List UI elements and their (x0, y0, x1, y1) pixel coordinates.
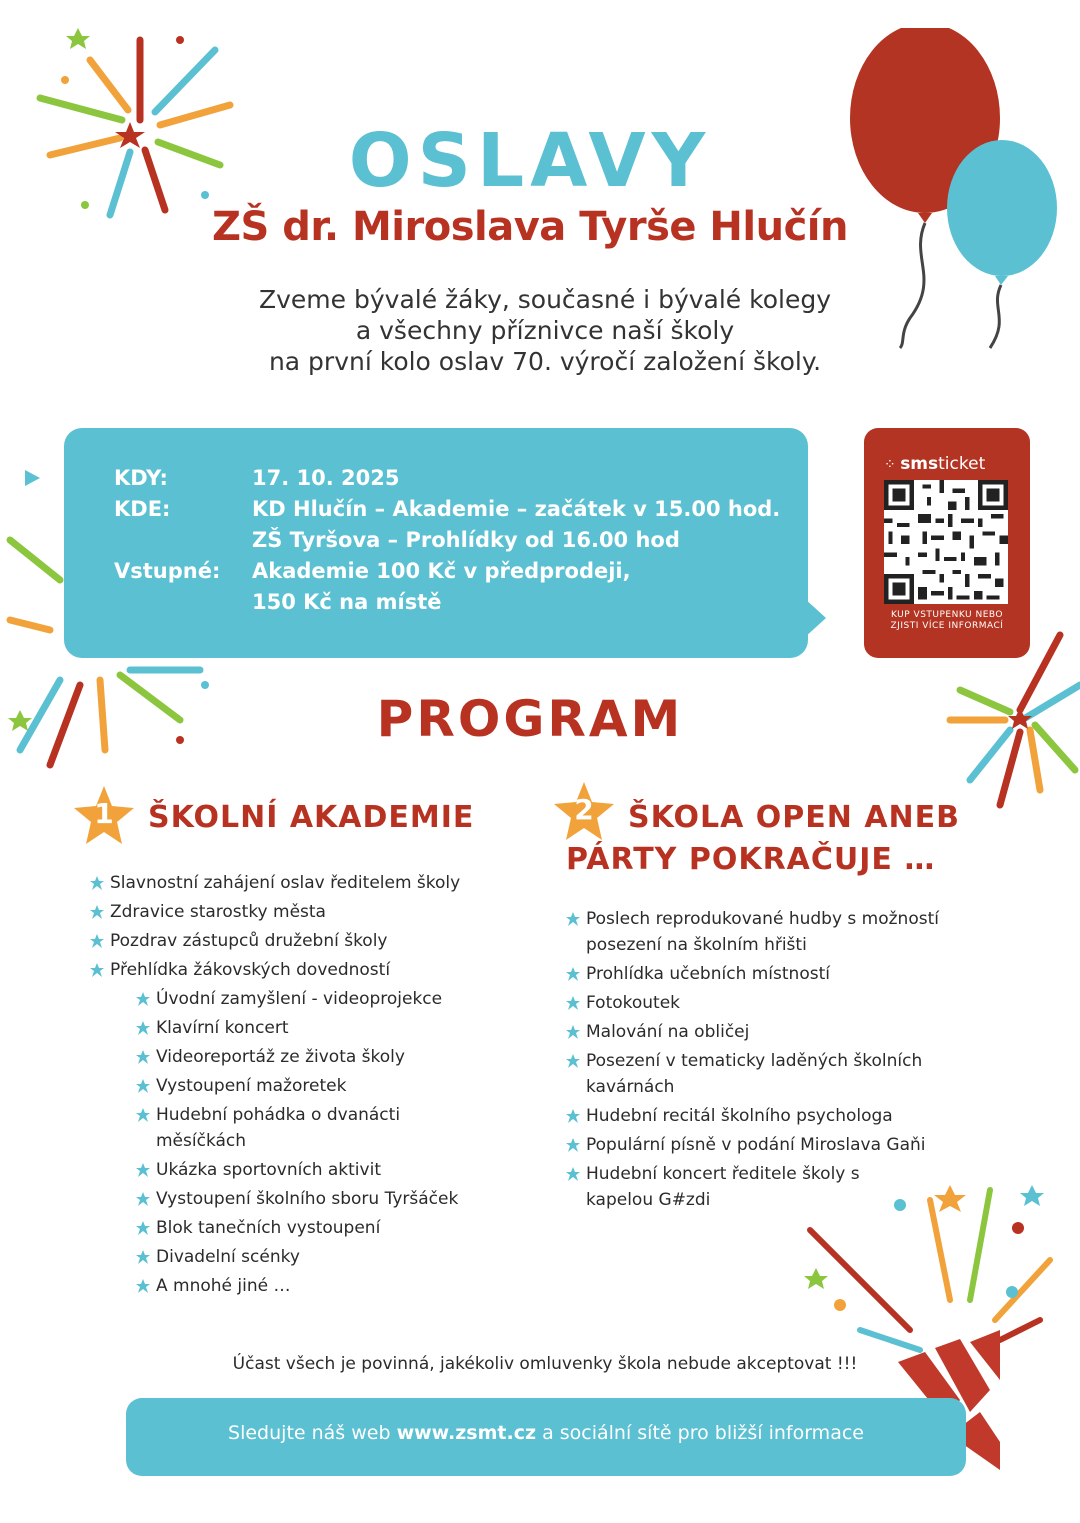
smsticket-logo: ⁘ smsticket (884, 454, 986, 474)
section-1-list (90, 870, 530, 1299)
star-bullet-icon (90, 876, 104, 890)
section-1-number: 1 (94, 797, 114, 830)
section-1-title: ŠKOLNÍ AKADEMIE (148, 800, 475, 835)
attendance-note: Účast všech je povinná, jakékoliv omluvenky škola nebude akceptovat !!! (232, 1354, 858, 1374)
star-bullet-icon (566, 1167, 580, 1181)
star-bullet-icon (136, 1050, 150, 1064)
list-subitem: Blok tanečních vystoupení (136, 1215, 530, 1241)
star-bullet-icon (90, 905, 104, 919)
list-item: Pozdrav zástupců družební školy (90, 928, 530, 954)
list-item: Posezení v tematicky laděných školních kavárnách (566, 1048, 946, 1100)
list-item: Zdravice starostky města (90, 899, 530, 925)
list-subitem: Úvodní zamyšlení - videoprojekce (136, 986, 530, 1012)
star-bullet-icon (136, 1221, 150, 1235)
footer-banner (126, 1398, 966, 1476)
list-item: Hudební recitál školního psychologa (566, 1103, 946, 1129)
star-bullet-icon (90, 934, 104, 948)
list-item: Přehlídka žákovských dovedností (90, 957, 530, 983)
list-subitem: Klavírní koncert (136, 1015, 530, 1041)
where-label: KDE: (114, 497, 171, 521)
star-bullet-icon (136, 1108, 150, 1122)
star-bullet-icon (136, 1279, 150, 1293)
star-bullet-icon (566, 1109, 580, 1123)
section-2-title-1: ŠKOLA OPEN ANEB (628, 800, 961, 835)
star-bullet-icon (566, 1138, 580, 1152)
qr-code-icon[interactable] (884, 480, 1008, 604)
star-bullet-icon (566, 1025, 580, 1039)
list-subitem: Videoreportáž ze života školy (136, 1044, 530, 1070)
smsticket-card[interactable] (864, 428, 1030, 658)
smsticket-logo-icon: ⁘ (884, 457, 901, 473)
school-name: ZŠ dr. Miroslava Tyrše Hlučín (211, 204, 848, 250)
star-bullet-icon (566, 1054, 580, 1068)
speech-pointer-icon (804, 598, 834, 648)
fee-value-2: 150 Kč na místě (252, 590, 442, 614)
list-item: Poslech reprodukované hudby s možností posezení na školním hřišti (566, 906, 946, 958)
list-subitem: Vystoupení školního sboru Tyršáček (136, 1186, 530, 1212)
program-title: PROGRAM (376, 690, 684, 748)
fee-value-1: Akademie 100 Kč v předprodeji, (252, 559, 631, 583)
fee-label: Vstupné: (114, 559, 221, 583)
star-bullet-icon (566, 996, 580, 1010)
star-bullet-icon (566, 967, 580, 981)
star-bullet-icon (136, 1021, 150, 1035)
when-label: KDY: (114, 466, 168, 490)
invite-line-1: Zveme bývalé žáky, současné i bývalé kolegy (259, 285, 831, 314)
list-subitem: Ukázka sportovních aktivit (136, 1157, 530, 1183)
star-bullet-icon (136, 1250, 150, 1264)
list-subitem: A mnohé jiné … (136, 1273, 530, 1299)
list-item: Prohlídka učebních místností (566, 961, 946, 987)
section-2-number: 2 (574, 793, 594, 826)
qr-caption: KUP VSTUPENKU NEBO ZJISTI VÍCE INFORMACÍ (890, 610, 1004, 631)
website-link[interactable]: www.zsmt.cz (396, 1422, 537, 1444)
when-value: 17. 10. 2025 (252, 466, 400, 490)
invite-line-2: a všechny příznivce naší školy (355, 316, 735, 345)
where-value-2: ZŠ Tyršova – Prohlídky od 16.00 hod (252, 528, 680, 552)
list-item: Populární písně v podání Miroslava Gaňi (566, 1132, 946, 1158)
invitation-text (180, 284, 910, 377)
invite-line-3: na první kolo oslav 70. výročí založení školy. (268, 347, 822, 376)
list-item: Fotokoutek (566, 990, 946, 1016)
where-value-1: KD Hlučín – Akademie – začátek v 15.00 hod. (252, 497, 781, 521)
star-bullet-icon (136, 1079, 150, 1093)
star-bullet-icon (136, 1163, 150, 1177)
list-subitem: Hudební pohádka o dvanácti měsíčkách (136, 1102, 426, 1154)
event-info-box (64, 428, 808, 658)
event-title: OSLAVY (348, 118, 712, 204)
star-bullet-icon (136, 1192, 150, 1206)
section-2-list (566, 906, 946, 1213)
list-subitem: Divadelní scénky (136, 1244, 530, 1270)
section-2-title-2: PÁRTY POKRAČUJE … (566, 842, 936, 877)
star-bullet-icon (566, 912, 580, 926)
list-subitem: Vystoupení mažoretek (136, 1073, 530, 1099)
star-bullet-icon (90, 963, 104, 977)
star-bullet-icon (136, 992, 150, 1006)
list-item: Malování na obličej (566, 1019, 946, 1045)
list-item: Slavnostní zahájení oslav ředitelem školy (90, 870, 530, 896)
list-item: Hudební koncert ředitele školy s kapelou G#zdi (566, 1161, 886, 1213)
footer-text: Sledujte náš web www.zsmt.cz a sociální sítě pro bližší informace (228, 1422, 864, 1444)
